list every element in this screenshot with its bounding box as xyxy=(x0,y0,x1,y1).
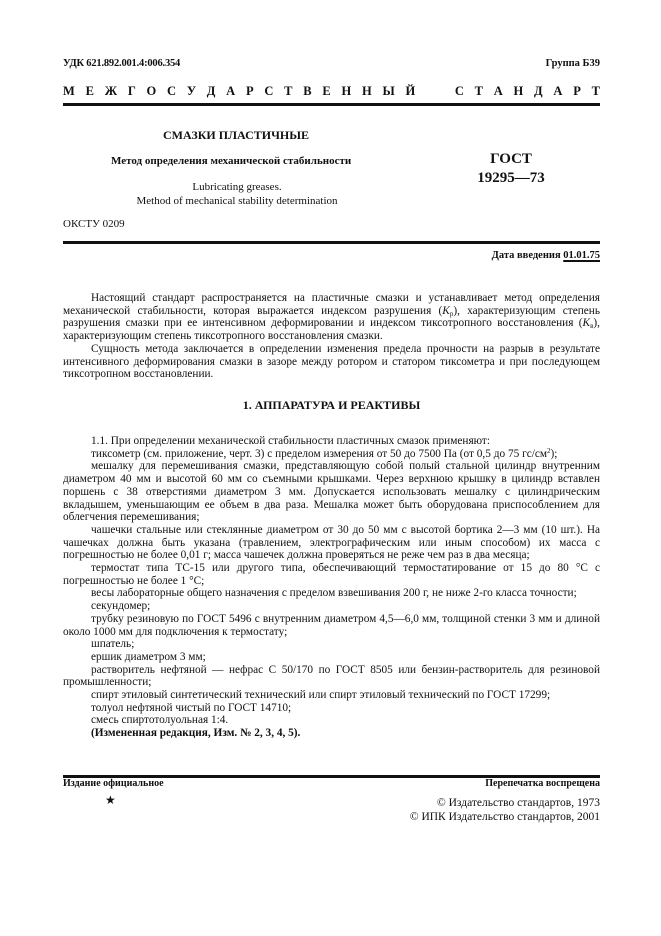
intro-paragraph-2: Сущность метода заключается в определении изменения предела прочности на разрыв в результате интенсивного деформирования смазки в зазоре между ротором и статором тиксометра и при последующем тиксотропном восстановлении. xyxy=(63,342,600,381)
list-item: трубку резиновую по ГОСТ 5496 с внутренним диаметром 4,5—6,0 мм, толщиной стенки 3 мм и длиной около 1000 мм для подключения к термостату; xyxy=(63,612,600,638)
section-heading: 1. АППАРАТУРА И РЕАКТИВЫ xyxy=(242,398,421,412)
no-reprint-label: Перепечатка воспрещена xyxy=(485,778,600,789)
interstate-standard-banner: М Е Ж Г О С У Д А Р С Т В Е Н Н Ы Й С Т А Н Д А Р Т xyxy=(63,84,600,98)
list-item: тиксометр (см. приложение, черт. 3) с пределом измерения от 50 до 7500 Па (от 0,5 до 75 $гс/см^2$); xyxy=(91,446,558,460)
title-en: Lubricating greases. Method of mechanical stability determination xyxy=(136,181,338,207)
list-item: смесь спиртотолуольная 1:4. xyxy=(91,714,229,727)
list-item: весы лабораторные общего назначения с пределом взвешивания 200 г, не ниже 2-го класса точности; xyxy=(91,587,577,600)
udk-code: УДК 621.892.001.4:006.354 xyxy=(63,58,181,69)
header-rule xyxy=(63,103,600,106)
list-item: спирт этиловый синтетический технический или спирт этиловый технический по ГОСТ 17299; xyxy=(91,689,551,702)
effective-date-value: 01.01.75 xyxy=(563,250,600,261)
okstu-code: ОКСТУ 0209 xyxy=(63,218,125,230)
list-item: 1.1. При определении механической стабильности пластичных смазок применяют: xyxy=(91,435,491,447)
subtitle-ru: Метод определения механической стабильности xyxy=(111,155,352,167)
gost-designation: ГОСТ 19295—73 xyxy=(477,151,545,186)
list-item: чашечки стальные или стеклянные диаметром от 30 до 50 мм с высотой бортика 2—3 мм (10 шт.). На чашечках должна быть указана (травлением, электрографическим или иным способом) их масса с погрешностью не более 0,01 г; масса чашечек должна проверяться не реже чем раз в два месяца; xyxy=(63,523,600,562)
intro-text xyxy=(63,292,600,381)
title-rule xyxy=(63,241,600,244)
copyright-block: © Издательство стандартов, 1973 © ИПК Издательство стандартов, 2001 xyxy=(409,797,600,823)
list-item: секундомер; xyxy=(91,600,151,613)
list-item: термостат типа ТС-15 или другого типа, обеспечивающий термостатирование от 15 до 80 °С с погрешностью не более 1 °С; xyxy=(63,562,600,587)
title-ru: СМАЗКИ ПЛАСТИЧНЫЕ xyxy=(163,128,310,142)
star-icon: ★ xyxy=(105,793,116,807)
list-item: мешалку для перемешивания смазки, представляющую собой полый стальной цилиндр внутренним диаметром 40 мм и высотой 60 мм со съемными крышками. Через верхнюю крышку в цилиндр вставлен поршень с 38 отверстиями диаметром 3 мм. Допускается использовать мешалку с цилиндрическим вкладышем, уменьшающим ее объем в два раза. Мешалка может быть оборудована приспособлением для облегчения перемешивания; xyxy=(63,460,600,524)
list-item: шпатель; xyxy=(91,638,135,651)
list-item: толуол нефтяной чистый по ГОСТ 14710; xyxy=(91,701,292,714)
intro-paragraph-1: Настоящий стандарт распространяется на пластичные смазки и устанавливает метод определения механической стабильности, которая выражается индексом разрушения $(K_р)$, характеризующим степень разрушения смазки при ее интенсивном деформировании и индексом тиксотропного восстановления $(K_в)$, характеризующим степень тиксотропного восстановления смазки. xyxy=(63,292,600,343)
official-edition-label: Издание официальное xyxy=(63,778,164,789)
list-item: растворитель нефтяной — нефрас С 50/170 по ГОСТ 8505 или бензин-растворитель для резиновой промышленности; xyxy=(63,663,600,689)
section-1-list xyxy=(63,435,600,740)
effective-date: Дата введения 01.01.75 xyxy=(491,250,600,261)
group-code: Группа Б39 xyxy=(545,58,600,69)
list-item: ершик диаметром 3 мм; xyxy=(91,650,206,663)
amendment-note: (Измененная редакция, Изм. № 2, 3, 4, 5). xyxy=(91,727,301,740)
